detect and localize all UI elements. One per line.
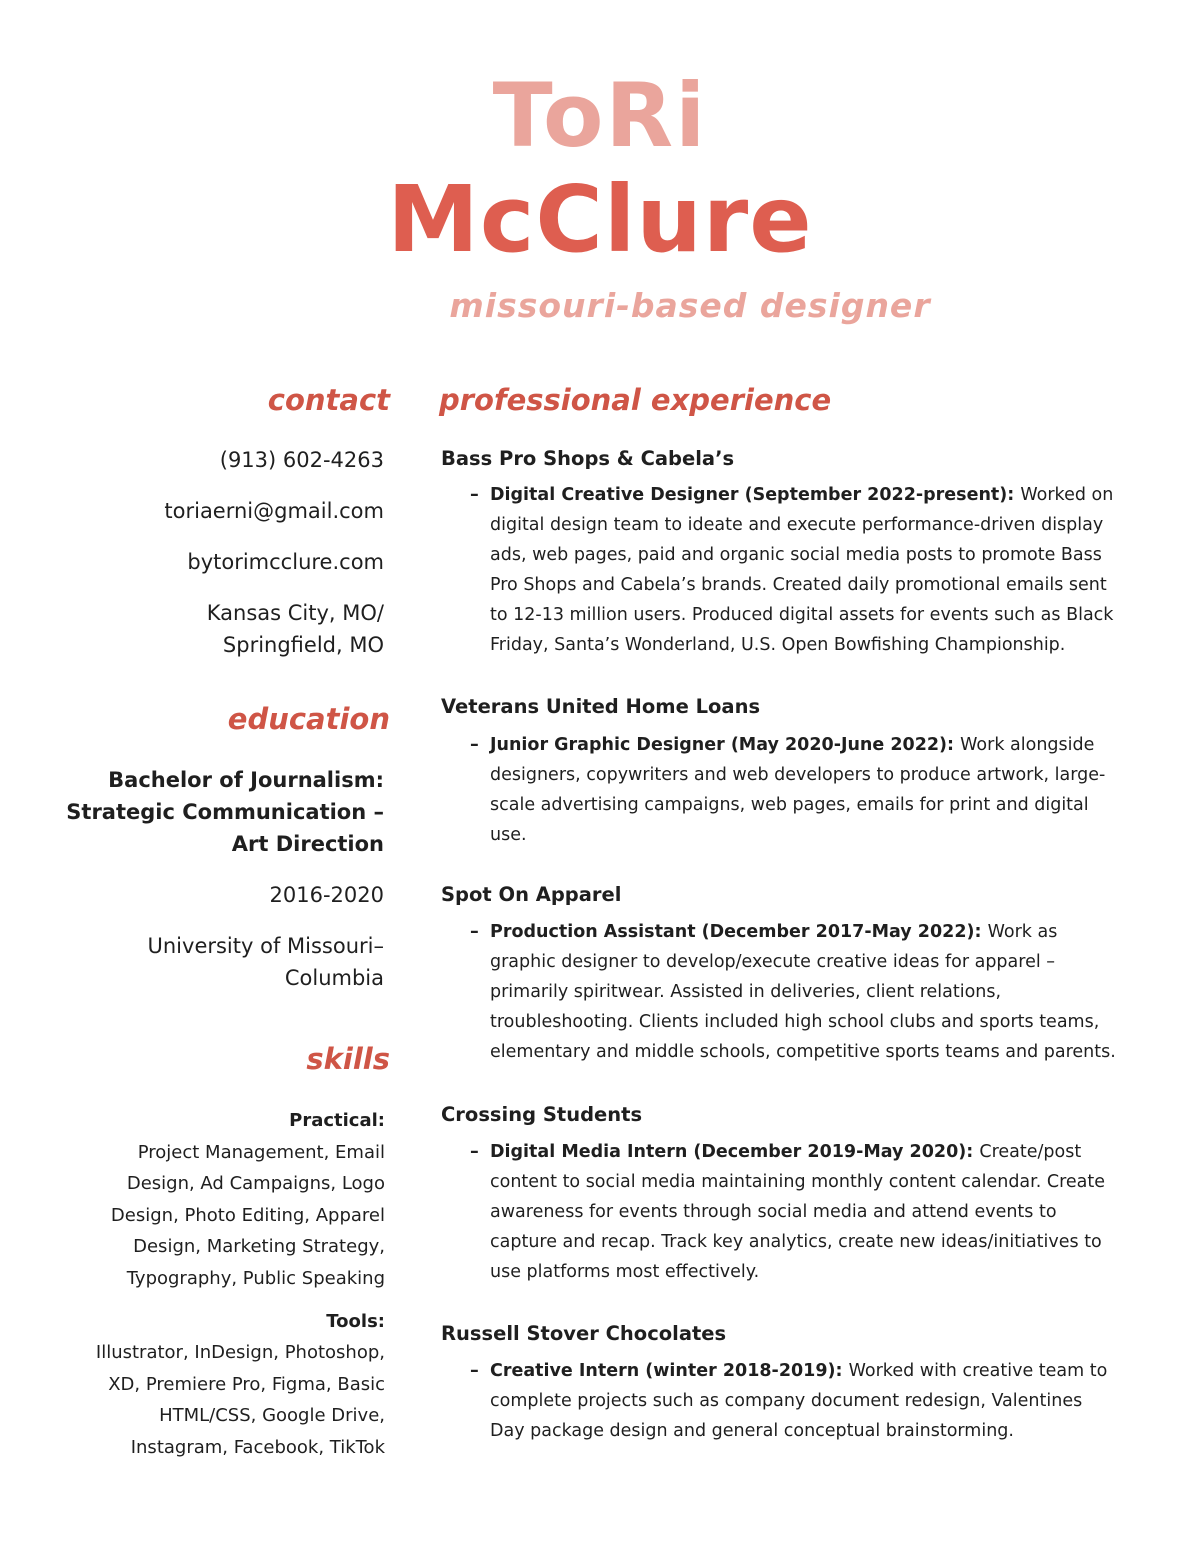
company-name: Veterans United Home Loans — [441, 695, 761, 718]
dash-bullet: – — [470, 1142, 479, 1162]
education-school-line1: University of Missouri– — [147, 934, 384, 958]
dash-bullet: – — [470, 485, 479, 505]
job-description: Work as graphic designer to develop/execute creative ideas for apparel – primarily spiritwear. Assisted in deliveries, client relations, troubleshooting. Clients included high school clubs and sports teams, elementary and middle schools, competitive sports teams and parents. — [490, 922, 1116, 1062]
skills-practical-line: Design, Photo Editing, Apparel — [110, 1204, 385, 1226]
skills-tools-line: XD, Premiere Pro, Figma, Basic — [108, 1373, 385, 1395]
contact-website: bytorimcclure.com — [187, 550, 384, 574]
skills-list — [65, 1105, 385, 1464]
contact-phone: (913) 602-4263 — [219, 448, 384, 472]
company-name: Bass Pro Shops & Cabela’s — [441, 447, 735, 470]
education-degree-line1: Bachelor of Journalism: — [108, 768, 384, 792]
job-role: Production Assistant (December 2017-May 2022): — [490, 922, 988, 942]
contact-location-line1: Kansas City, MO/ — [206, 601, 384, 625]
job-role: Digital Media Intern (December 2019-May 2020): — [490, 1142, 980, 1162]
skills-tools-label: Tools: — [326, 1310, 385, 1332]
experience-heading: professional experience — [439, 383, 832, 417]
company-name: Spot On Apparel — [441, 883, 622, 906]
job-role: Creative Intern (winter 2018-2019): — [490, 1361, 849, 1381]
dash-bullet: – — [470, 1361, 479, 1381]
tagline: missouri-based designer — [449, 286, 931, 325]
job-role: Digital Creative Designer (September 2022-present): — [490, 485, 1021, 505]
skills-practical-line: Typography, Public Speaking — [126, 1267, 385, 1289]
dash-bullet: – — [470, 922, 479, 942]
job-entry — [470, 730, 1120, 850]
job-entry — [470, 1137, 1120, 1287]
skills-tools-line: Illustrator, InDesign, Photoshop, — [95, 1342, 385, 1364]
contact-location-line2: Springfield, MO — [222, 633, 384, 657]
job-description: Work alongside designers, copywriters and web developers to produce artwork, large-scale advertising campaigns, web pages, emails for print and digital use. — [490, 735, 1106, 845]
skills-practical-line: Project Management, Email — [137, 1141, 385, 1163]
job-description: Worked on digital design team to ideate and execute performance-driven display ads, web pages, paid and organic social media posts to promote Bass Pro Shops and Cabela’s brands. Created daily promotional emails sent to 12-13 million users. Produced digital assets for events such as Black Friday, Santa’s Wonderland, U.S. Open Bowfishing Championship. — [490, 485, 1114, 655]
education-heading: education — [227, 702, 390, 736]
education-degree-line3: Art Direction — [231, 832, 384, 856]
skills-practical-line: Design, Marketing Strategy, — [133, 1236, 385, 1258]
skills-practical-label: Practical: — [289, 1110, 385, 1131]
company-name: Russell Stover Chocolates — [441, 1322, 727, 1345]
job-entry — [470, 1356, 1120, 1446]
skills-heading: skills — [306, 1042, 390, 1076]
job-entry — [470, 917, 1120, 1067]
job-entry — [470, 480, 1120, 660]
dash-bullet: – — [470, 735, 479, 755]
job-description: Worked with creative team to complete projects such as company document redesign, Valentines Day package design and general conceptual brainstorming. — [490, 1361, 1108, 1441]
education-years: 2016-2020 — [269, 883, 384, 907]
contact-email: toriaerni@gmail.com — [164, 499, 384, 523]
education-school-line2: Columbia — [284, 966, 384, 990]
company-name: Crossing Students — [441, 1103, 643, 1126]
skills-tools-line: HTML/CSS, Google Drive, — [159, 1405, 385, 1427]
logo-last-name: McClure — [387, 166, 813, 273]
education-degree-line2: Strategic Communication – — [66, 800, 384, 824]
logo-first-name: ToRi — [492, 64, 708, 167]
skills-tools-line: Instagram, Facebook, TikTok — [130, 1436, 385, 1458]
job-description: Create/post content to social media maintaining monthly content calendar. Create awareness for events through social media and attend events to capture and recap. Track key analytics, create new ideas/initiatives to use platforms most effectively. — [490, 1142, 1106, 1282]
skills-practical-line: Design, Ad Campaigns, Logo — [126, 1173, 385, 1195]
name-logo — [0, 66, 1200, 272]
contact-heading: contact — [267, 383, 390, 417]
job-role: Junior Graphic Designer (May 2020-June 2022): — [490, 735, 961, 755]
